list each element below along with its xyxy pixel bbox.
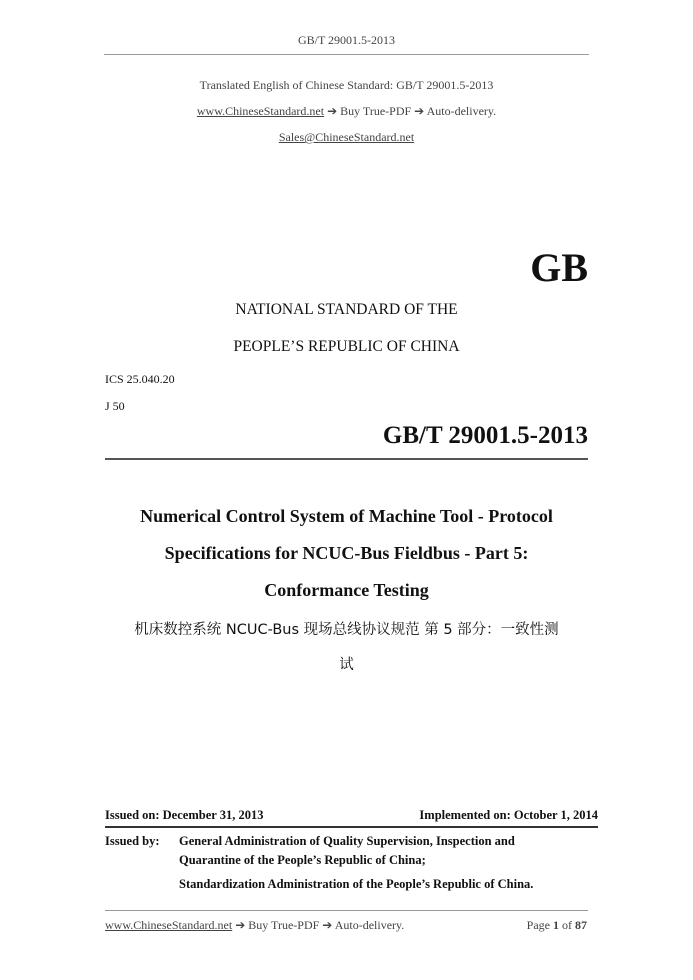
national-standard-line2: PEOPLE’S REPUBLIC OF CHINA (233, 338, 460, 355)
issued-by-label: Issued by: (105, 834, 160, 848)
gb-mark: GB (530, 245, 588, 290)
classification-code: J 50 (105, 399, 125, 413)
chinese-title-line2: 试 (339, 657, 354, 673)
arrow-icon: ➔ (235, 918, 246, 932)
footer-site-link[interactable]: www.ChineseStandard.net (105, 918, 233, 932)
purchase-line (0, 104, 693, 119)
delivery-text: Auto-delivery. (426, 104, 497, 118)
header-rule (104, 54, 589, 55)
buy-text: Buy True-PDF (340, 104, 412, 118)
footer-buy-text: Buy True-PDF (248, 918, 320, 932)
arrow-icon: ➔ (327, 104, 338, 118)
of-label: of (562, 918, 572, 932)
ics-code: ICS 25.040.20 (105, 372, 175, 386)
page-indicator (527, 918, 587, 933)
implemented-on: Implemented on: October 1, 2014 (419, 808, 598, 822)
translation-notice: Translated English of Chinese Standard: GB/T 29001.5-2013 (199, 78, 494, 92)
issued-by-line2: Quarantine of the People’s Republic of China; (179, 853, 426, 867)
issued-on: Issued on: December 31, 2013 (105, 808, 264, 822)
title-line2: Specifications for NCUC-Bus Fieldbus - Part 5: (164, 543, 529, 563)
arrow-icon: ➔ (322, 918, 333, 932)
page-label: Page (526, 918, 550, 932)
footer-delivery-text: Auto-delivery. (334, 918, 405, 932)
title-rule (105, 458, 588, 460)
footer-rule (105, 910, 588, 911)
title-line1: Numerical Control System of Machine Tool - Protocol (140, 506, 553, 526)
national-standard-line1: NATIONAL STANDARD OF THE (235, 301, 458, 318)
footer-purchase-line (105, 918, 404, 933)
issued-by-line3: Standardization Administration of the People’s Republic of China. (179, 877, 534, 891)
email-line (0, 130, 693, 145)
email-link[interactable]: Sales@ChineseStandard.net (278, 130, 415, 144)
chinese-title-line1: 机床数控系统 NCUC-Bus 现场总线协议规范 第 5 部分：一致性测 (134, 622, 559, 638)
site-link[interactable]: www.ChineseStandard.net (196, 104, 325, 118)
arrow-icon: ➔ (414, 104, 425, 118)
dates-rule (105, 826, 598, 828)
page-total: 87 (575, 918, 587, 932)
issued-by-line1: General Administration of Quality Supervision, Inspection and (179, 834, 515, 848)
title-line3: Conformance Testing (264, 580, 429, 600)
standard-number: GB/T 29001.5-2013 (382, 422, 588, 449)
running-header: GB/T 29001.5-2013 (297, 33, 396, 47)
page-number: 1 (553, 918, 559, 932)
